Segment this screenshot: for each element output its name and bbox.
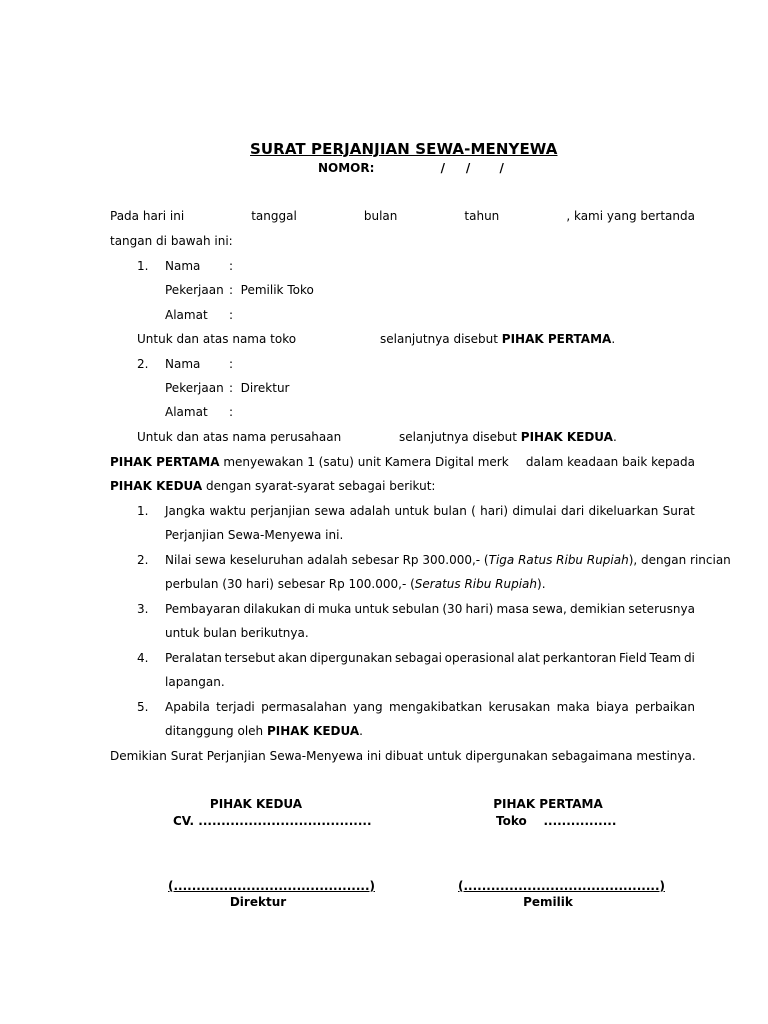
term-2-text-b: ), dengan rincian: [628, 553, 731, 567]
term-1-line-1: [165, 503, 695, 519]
term-word: di: [303, 602, 315, 616]
term-word: Apabila: [165, 700, 210, 714]
term-word: bulan: [433, 504, 467, 518]
term-2-text-c: perbulan (30 hari) sebesar Rp 100.000,- (: [165, 577, 415, 591]
term-word: dari: [560, 504, 585, 518]
opening-line-2: tangan di bawah ini:: [110, 234, 233, 248]
term-word: akan: [277, 651, 307, 665]
sign-right-role: Pemilik: [523, 895, 573, 909]
agreement-intro-text-a: menyewakan 1 (satu) unit Kamera Digital merk: [219, 455, 509, 469]
sign-right-line: (...........................................): [458, 879, 665, 893]
term-word: (30: [442, 602, 463, 616]
term-word: dipergunakan: [309, 651, 393, 665]
closing-statement: Demikian Surat Perjanjian Sewa-Menyewa ini dibuat untuk dipergunakan sebagaimana mestinya.: [110, 749, 696, 763]
term-word: sewa: [314, 504, 346, 518]
term-word: seterusnya: [628, 602, 695, 616]
term-4-number: 4.: [137, 651, 149, 665]
term-word: di: [683, 651, 695, 665]
party1-number: 1.: [137, 259, 149, 273]
term-word: alat: [517, 651, 540, 665]
term-2-line-2: [165, 576, 546, 592]
term-word: tersebut: [224, 651, 276, 665]
party1-referred-bold: PIHAK PERTAMA: [501, 332, 612, 346]
term-2-text-d: ).: [537, 577, 546, 591]
nomor-label: NOMOR:: [318, 161, 375, 175]
party2-alamat-colon: :: [229, 405, 234, 419]
party1-referred: [380, 331, 615, 347]
term-word: biaya: [595, 700, 629, 714]
sign-right-org: Toko ................: [496, 814, 617, 828]
term-5-text-b: .: [359, 724, 363, 738]
term-word: terjadi: [216, 700, 255, 714]
term-5-party: PIHAK KEDUA: [266, 724, 360, 738]
term-word: waktu: [209, 504, 246, 518]
term-word: Peralatan: [165, 651, 222, 665]
opening-hari: Pada hari ini: [110, 209, 185, 223]
sign-left-heading: PIHAK KEDUA: [209, 797, 303, 811]
term-word: Jangka: [165, 504, 206, 518]
agreement-intro-line-1b: dalam keadaan baik kepada: [525, 455, 695, 469]
opening-tail: , kami yang bertanda: [566, 209, 695, 223]
party1-alamat-colon: :: [229, 308, 234, 322]
party1-alamat-label: Alamat: [165, 308, 208, 322]
nomor-slashes: / / /: [440, 161, 504, 175]
term-word: permasalahan: [261, 700, 347, 714]
agreement-intro-line-2: [110, 478, 435, 494]
sign-left-line: (...........................................): [168, 879, 375, 893]
party1-on-behalf: Untuk dan atas nama toko: [137, 332, 297, 346]
sign-left-role: Direktur: [229, 895, 287, 909]
party1-pekerjaan-value: : Pemilik Toko: [229, 283, 314, 297]
party1-nama-label: Nama: [165, 259, 201, 273]
party2-referred: [399, 429, 617, 445]
term-word: untuk: [354, 602, 389, 616]
term-word: hari): [465, 602, 494, 616]
term-2-amount-words: Tiga Ratus Ribu Rupiah: [488, 553, 629, 567]
term-word: operasional: [444, 651, 515, 665]
party2-pekerjaan-value: : Direktur: [229, 381, 290, 395]
term-word: sewa,: [532, 602, 567, 616]
party1-pekerjaan-label: Pekerjaan: [165, 283, 224, 297]
term-3-line-1: [165, 601, 695, 617]
document-number: [318, 160, 504, 176]
term-word: Field: [619, 651, 647, 665]
party2-nama-label: Nama: [165, 357, 201, 371]
term-5-number: 5.: [137, 700, 149, 714]
sign-left-org: CV. ......................................: [173, 814, 372, 828]
opening-line-1: [110, 208, 695, 224]
term-2-monthly-words: Seratus Ribu Rupiah: [414, 577, 538, 591]
term-word: muka: [318, 602, 352, 616]
opening-bulan: bulan: [363, 209, 398, 223]
term-word: dilakukan: [243, 602, 301, 616]
party2-referred-suffix: .: [612, 430, 617, 444]
document-title: SURAT PERJANJIAN SEWA-MENYEWA: [250, 140, 558, 158]
term-2-line-1: [165, 552, 731, 568]
party1-referred-prefix: selanjutnya disebut: [380, 332, 502, 346]
term-1-line-2: Perjanjian Sewa-Menyewa ini.: [165, 528, 344, 542]
agreement-intro-line-1a: [110, 454, 509, 470]
term-word: maka: [556, 700, 590, 714]
term-2-text-a: Nilai sewa keseluruhan adalah sebesar Rp 300.000,- (: [165, 553, 489, 567]
term-word: dimulai: [512, 504, 557, 518]
term-word: dikeluarkan: [588, 504, 659, 518]
term-4-line-2: lapangan.: [165, 675, 225, 689]
term-word: Pembayaran: [165, 602, 241, 616]
party2-referred-bold: PIHAK KEDUA: [520, 430, 613, 444]
term-word: perbaikan: [635, 700, 695, 714]
term-word: perkantoran: [542, 651, 617, 665]
party1-nama-colon: :: [229, 259, 234, 273]
term-2-number: 2.: [137, 553, 149, 567]
opening-tanggal: tanggal: [251, 209, 297, 223]
agreement-intro-party1: PIHAK PERTAMA: [110, 455, 220, 469]
party2-on-behalf: Untuk dan atas nama perusahaan: [137, 430, 342, 444]
party2-alamat-label: Alamat: [165, 405, 208, 419]
term-word: untuk: [394, 504, 429, 518]
term-5-text-a: ditanggung oleh: [165, 724, 267, 738]
party2-pekerjaan-label: Pekerjaan: [165, 381, 224, 395]
term-word: adalah: [349, 504, 391, 518]
term-word: masa: [496, 602, 530, 616]
agreement-intro-party2: PIHAK KEDUA: [110, 479, 203, 493]
party2-referred-prefix: selanjutnya disebut: [399, 430, 521, 444]
party2-number: 2.: [137, 357, 149, 371]
party2-nama-colon: :: [229, 357, 234, 371]
term-5-line-2: [165, 723, 363, 739]
term-3-number: 3.: [137, 602, 149, 616]
sign-right-heading: PIHAK PERTAMA: [493, 797, 603, 811]
term-word: kerusakan: [488, 700, 551, 714]
term-word: Team: [649, 651, 682, 665]
term-word: perjanjian: [250, 504, 311, 518]
term-5-line-1: [165, 699, 695, 715]
term-4-line-1: [165, 650, 695, 666]
term-1-number: 1.: [137, 504, 149, 518]
agreement-intro-text-b: dengan syarat-syarat sebagai berikut:: [202, 479, 436, 493]
term-word: demikian: [569, 602, 626, 616]
term-word: mengakibatkan: [388, 700, 483, 714]
term-word: hari): [480, 504, 509, 518]
party1-referred-suffix: .: [611, 332, 616, 346]
opening-tahun: tahun: [464, 209, 500, 223]
term-word: sebagai: [395, 651, 442, 665]
term-word: (: [471, 504, 476, 518]
term-word: Surat: [662, 504, 695, 518]
term-word: sebulan: [392, 602, 440, 616]
term-word: yang: [352, 700, 383, 714]
term-3-line-2: untuk bulan berikutnya.: [165, 626, 309, 640]
